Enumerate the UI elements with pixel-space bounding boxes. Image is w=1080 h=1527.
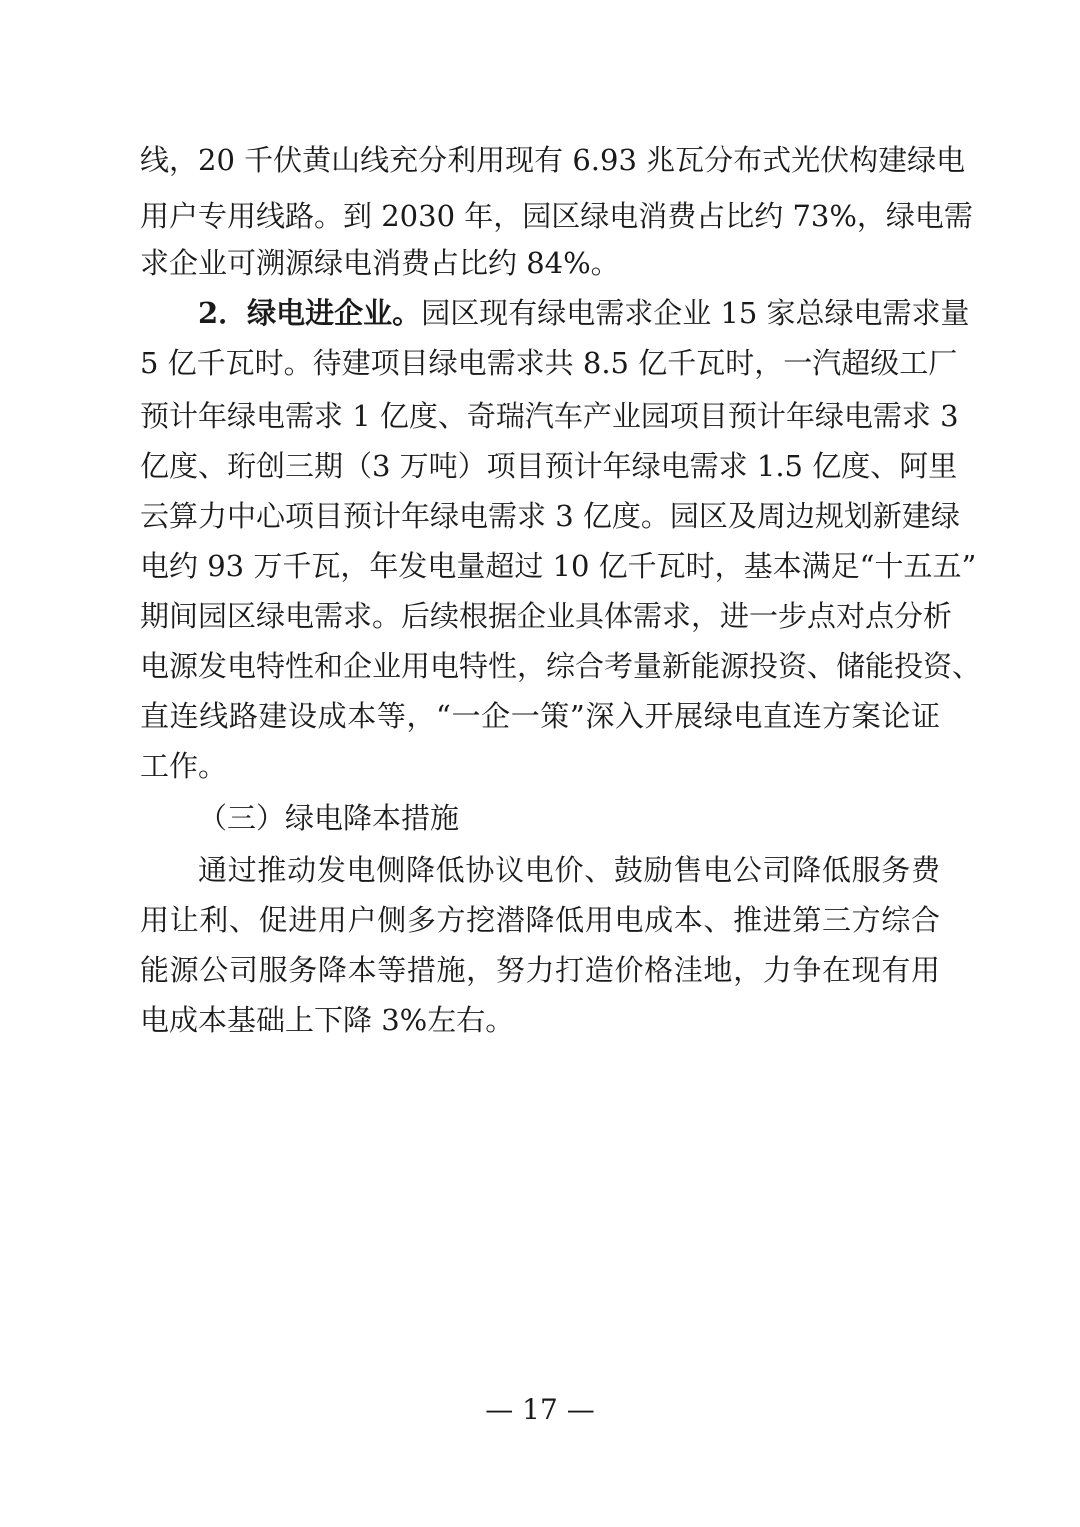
text-line: 电成本基础上下降 3%左右。: [140, 1003, 515, 1037]
text-line: 电约 93 万千瓦，年发电量超过 10 亿千瓦时，基本满足“十五五”: [140, 549, 977, 583]
text-line: 亿度、珩创三期（3 万吨）项目预计年绿电需求 1.5 亿度、阿里: [140, 449, 958, 483]
section-heading: （三）绿电降本措施: [198, 801, 460, 835]
text-span: 园区现有绿电需求企业 15 家总绿电需求量: [421, 296, 970, 330]
text-line: 预计年绿电需求 1 亿度、奇瑞汽车产业园项目预计年绿电需求 3: [140, 399, 959, 433]
text-line: 用让利、促进用户侧多方挖潜降低用电成本、推进第三方综合: [140, 903, 940, 937]
text-line: 工作。: [140, 749, 228, 783]
text-line: 求企业可溯源绿电消费占比约 84%。: [140, 246, 620, 280]
text-line: 电源发电特性和企业用电特性，综合考量新能源投资、储能投资、: [140, 649, 982, 683]
text-line: 5 亿千瓦时。待建项目绿电需求共 8.5 亿千瓦时，一汽超级工厂: [140, 346, 958, 380]
text-line: 通过推动发电侧降低协议电价、鼓励售电公司降低服务费: [198, 853, 940, 887]
paragraph-first-line: [198, 293, 970, 333]
text-line: 云算力中心项目预计年绿电需求 3 亿度。园区及周边规划新建绿: [140, 499, 960, 533]
text-line: 期间园区绿电需求。后续根据企业具体需求，进一步点对点分析: [140, 599, 953, 633]
text-line: 用户专用线路。到 2030 年，园区绿电消费占比约 73%，绿电需: [140, 199, 973, 233]
text-line: 能源公司服务降本等措施，努力打造价格洼地，力争在现有用: [140, 953, 940, 987]
subsection-heading: 2．绿电进企业。: [198, 296, 422, 330]
page-number: — 17 —: [485, 1393, 595, 1426]
text-line: 线，20 千伏黄山线充分利用现有 6.93 兆瓦分布式光伏构建绿电: [140, 143, 966, 177]
text-line: 直连线路建设成本等，“一企一策”深入开展绿电直连方案论证: [140, 699, 940, 733]
